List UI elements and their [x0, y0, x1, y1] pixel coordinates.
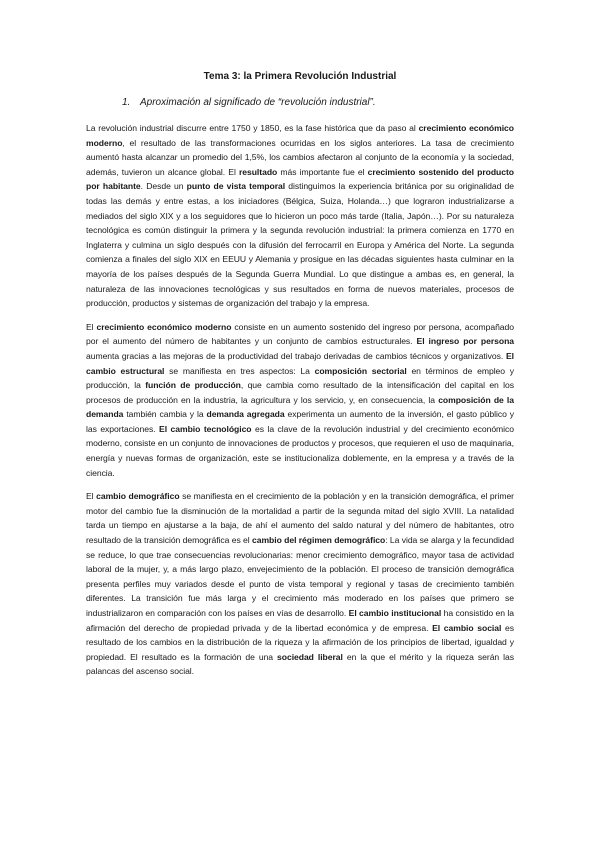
paragraph: [86, 320, 514, 481]
bold-term: crecimiento económico moderno: [86, 123, 514, 148]
bold-term: cambio demográfico: [96, 491, 180, 502]
text-run: distinguimos la experiencia británica por su originalidad de todas las demás y entre estas, a los iniciadores (Bélgica, Suiza, Holanda…) que lograron industrializarse a mediados del siglo XIX y a los seguidores que lo hicieron un poco más tarde (Italia, Japón…). Por su naturaleza tecnológica es común distinguir la primera y la segunda revolución industrial: la primera comienza en 1770 en Inglaterra y culmina un siglo después con la difusión del ferrocarril en Europa y América del Norte. La segunda comienza a finales del siglo XIX en EEUU y Alemania y prosigue en las décadas siguientes hasta culminar en la mayoría de los países después de la Segunda Guerra Mundial. Lo que distingue a ambas es, en general, la naturaleza de las innovaciones tecnológicas y sus resultados en forma de nuevos materiales, procesos de producción, productos y sistemas de organización del trabajo y la empresa.: [86, 181, 514, 309]
text-run: ha consistido en la afirmación del derecho de propiedad privada y de la libertad económica y de empresa.: [86, 608, 514, 633]
text-run: más importante fue el: [277, 166, 368, 177]
bold-term: punto de vista temporal: [186, 181, 286, 192]
bold-term: crecimiento económico moderno: [96, 321, 232, 332]
bold-term: cambio del régimen demográfico: [252, 535, 386, 546]
text-run: es la clave de la revolución industrial y del crecimiento económico moderno, consiste en un conjunto de innovaciones de productos y procesos, que requieren el uso de maquinaria, energía y nuevas formas de organización, este se institucionaliza doblemente, en la empresa y a través de la ciencia.: [86, 423, 514, 478]
text-run: se manifiesta en el crecimiento de la población y en la transición demográfica, el primer motor del cambio fue la disminución de la mortalidad a partir de la segunda mitad del siglo XVIII. La natalidad tarda un tiempo en ajustarse a la baja, de ahí el aumento del saldo natural y del número de habitantes, otro resultado de la transición demográfica es el: [86, 491, 514, 546]
bold-term: crecimiento sostenido del producto por habitante: [86, 166, 514, 192]
bold-term: función de producción: [145, 380, 241, 391]
section-number: 1.: [122, 97, 131, 108]
text-run: La revolución industrial discurre entre 1750 y 1850, es la fase histórica que da paso al: [86, 123, 419, 133]
paragraph: [86, 121, 514, 311]
bold-term: composición sectorial: [314, 365, 407, 376]
paragraph: [86, 489, 514, 679]
text-run: consiste en un aumento sostenido del ingreso por persona, acompañado por el aumento del número de habitantes y un conjunto de cambios estructurales.: [86, 321, 514, 347]
bold-term: resultado: [238, 166, 278, 177]
bold-term: sociedad liberal: [277, 651, 343, 662]
text-run: El: [86, 491, 97, 502]
bold-term: El cambio social: [432, 622, 502, 633]
text-run: se manifiesta en tres aspectos: La: [164, 365, 315, 376]
text-run: en la que el mérito y la riqueza serán las palancas del ascenso social.: [86, 651, 514, 677]
text-run: : La vida se alarga y la fecundidad se reduce, lo que trae consecuencias revolucionarias: menor crecimiento demográfico, mayor tasa de actividad laboral de la mujer, y, a más largo plazo, envejecimiento de la población. El proceso de transición demográfica presenta perfiles muy variados desde el punto de vista temporal y regional y tasas de crecimiento también diferentes. La transición fue más larga y el crecimiento más moderado en los países que primero se industrializaron en comparación con los países en vías de desarrollo.: [86, 535, 514, 618]
bold-term: El ingreso por persona: [416, 336, 514, 347]
text-run: , el resultado de las transformaciones ocurridas en los siglos anteriores. La tasa de crecimiento aumentó hasta alcanzar un promedio del 1,5%, los cambios afectaron al conjunto de la economía y la sociedad, además, tuvieron un alcance global. El: [86, 137, 514, 177]
text-run: , que cambia como resultado de la intensificación del capital en los procesos de producción en la industria, la agricultura y los servicio, y, en consecuencia, la: [86, 380, 514, 405]
text-run: aumenta gracias a las mejoras de la productividad del trabajo derivadas de cambios técnicos y organizativos.: [86, 350, 506, 361]
text-run: también cambia y la: [123, 409, 207, 420]
bold-term: El cambio tecnológico: [159, 423, 252, 434]
document-page: [86, 70, 514, 688]
bold-term: demanda agregada: [206, 409, 285, 420]
bold-term: El cambio estructural: [86, 350, 514, 376]
text-run: es resultado de los cambios en la distribución de la riqueza y la afirmación de los principios de libertad, igualdad y propiedad. El resultado es la formación de una: [86, 622, 514, 662]
text-run: en términos de empleo y producción, la: [86, 365, 514, 391]
section-heading-text: Aproximación al significado de “revolución industrial”.: [140, 97, 376, 108]
body-paragraphs: [86, 121, 514, 679]
document-title: Tema 3: la Primera Revolución Industrial: [203, 71, 397, 82]
text-run: El: [86, 321, 97, 332]
bold-term: composición de la demanda: [86, 394, 514, 420]
bold-term: El cambio institucional: [348, 608, 442, 618]
section-heading: [122, 96, 514, 110]
text-run: experimenta un aumento de la inversión, el gasto público y las exportaciones.: [86, 409, 515, 434]
text-run: . Desde un: [140, 181, 187, 192]
